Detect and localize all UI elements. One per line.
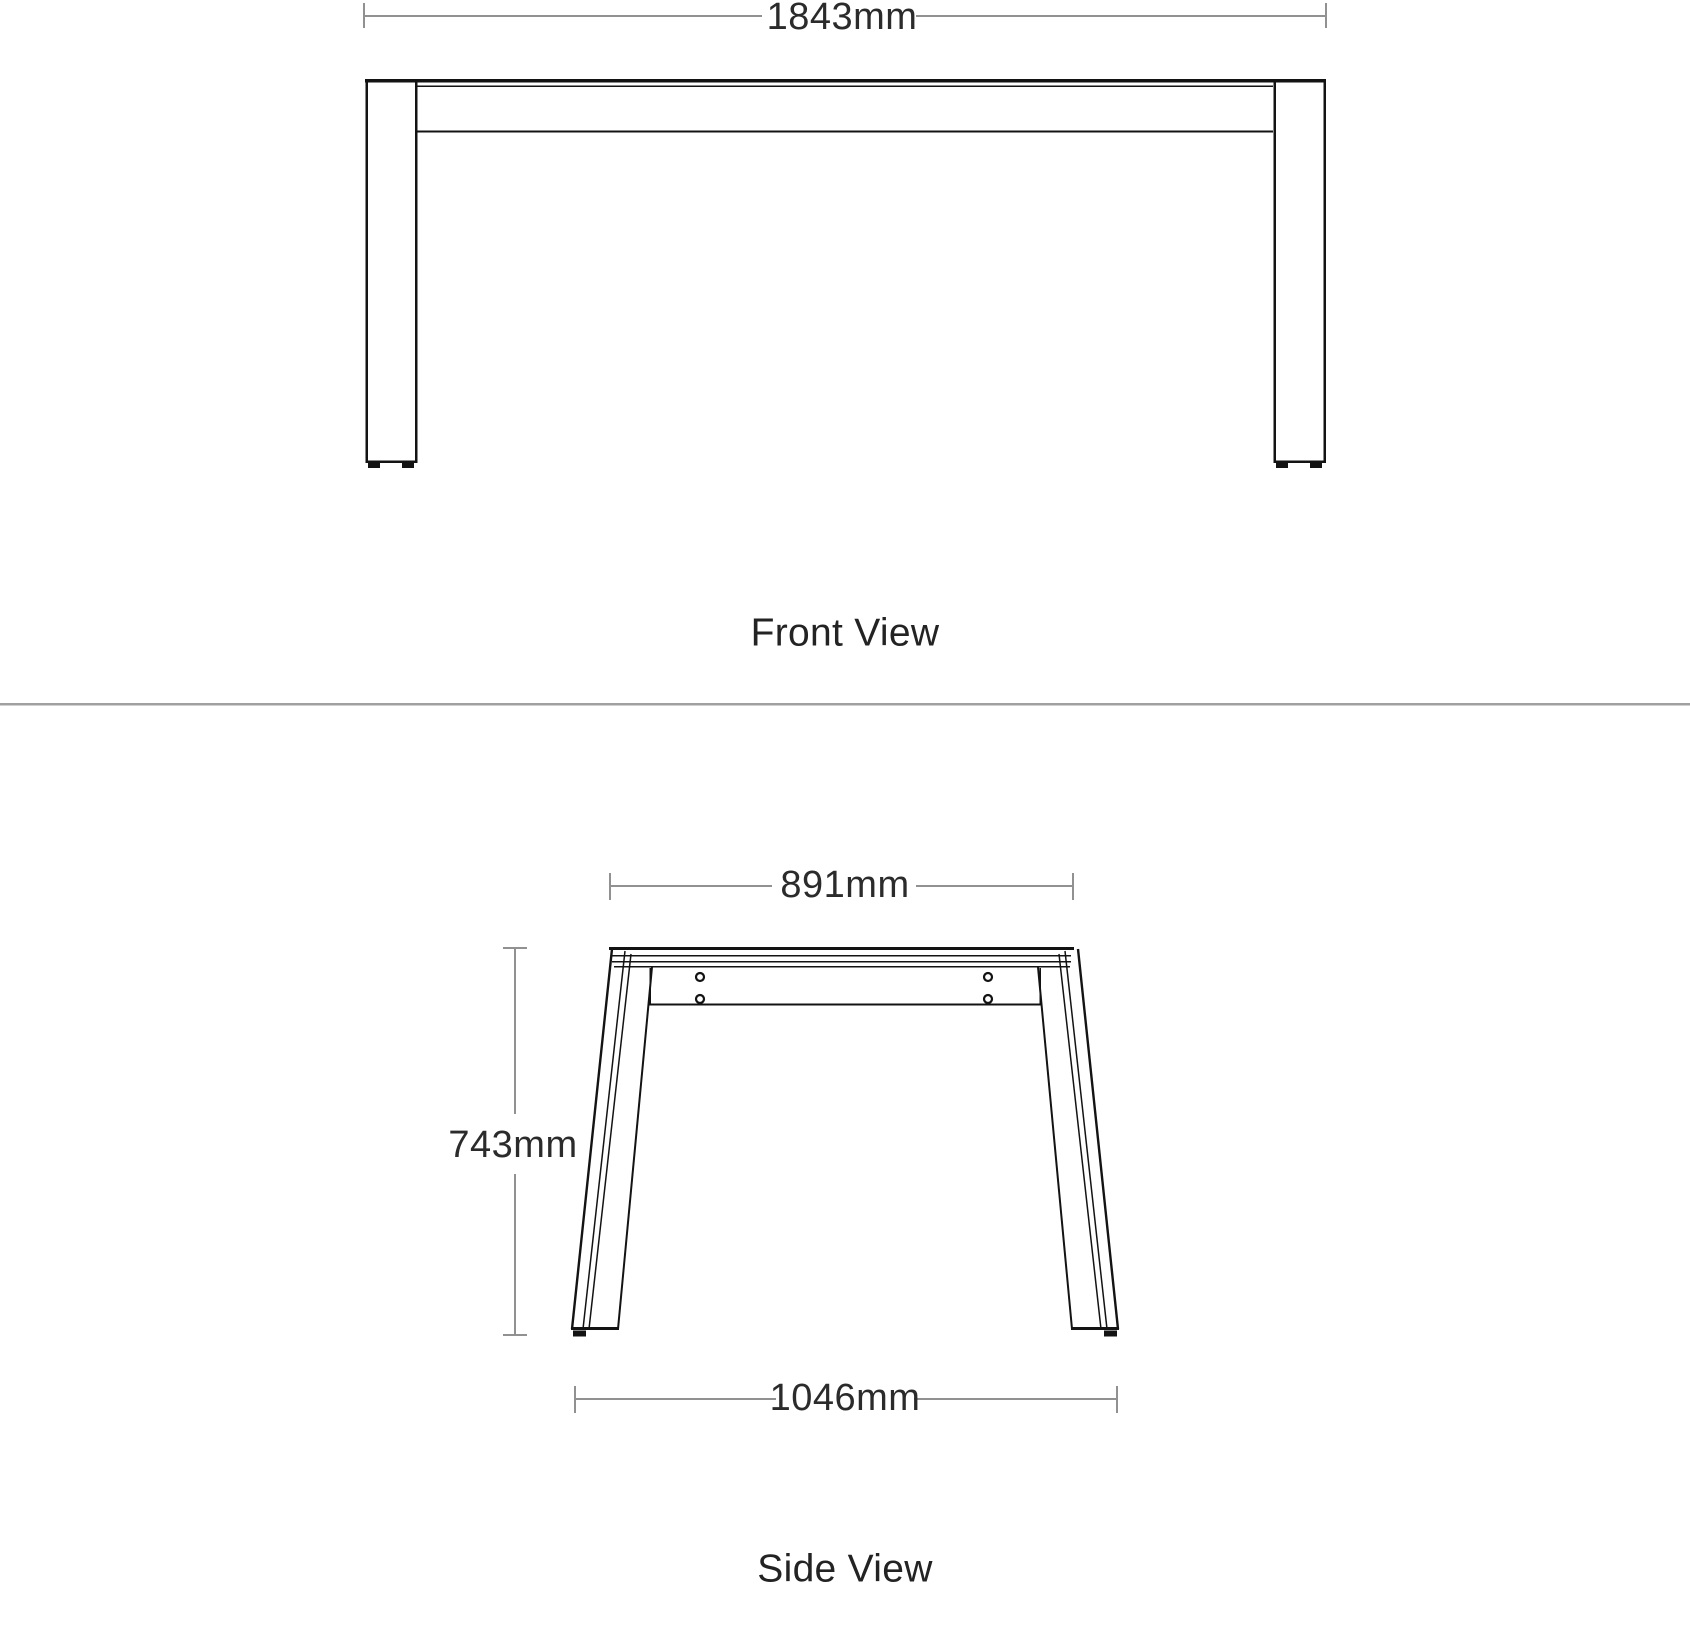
bolt-hole — [696, 973, 704, 981]
side-left-leg — [571, 949, 652, 1337]
front-left-leg-foot-a — [368, 462, 380, 469]
tabletop-edge — [365, 79, 1326, 83]
leg-chamfer-line-2 — [1059, 954, 1101, 1329]
leg-chamfer-line-2 — [589, 954, 631, 1329]
side-bottom-dimension-value: 1046mm — [769, 1377, 921, 1419]
side-height-dimension-value: 743mm — [448, 1124, 578, 1166]
leg-outer-edge — [572, 949, 612, 1329]
side-view-drawing — [571, 949, 1119, 1337]
bolt-hole — [696, 995, 704, 1003]
leg-chamfer-line-1 — [1065, 951, 1107, 1329]
front-left-leg-foot-b — [402, 462, 414, 469]
front-width-dimension-value: 1843mm — [766, 0, 918, 38]
front-right-leg-foot-a — [1276, 462, 1288, 469]
front-right-leg — [1275, 81, 1325, 462]
side-right-leg — [1038, 949, 1119, 1337]
side-view-title: Side View — [757, 1547, 933, 1591]
leg-foot-pad — [573, 1331, 586, 1337]
front-right-leg-foot-b — [1310, 462, 1322, 469]
side-top-dimension-value: 891mm — [780, 864, 910, 906]
bolt-hole — [984, 995, 992, 1003]
front-left-leg — [367, 81, 417, 462]
front-view-drawing — [365, 79, 1326, 468]
leg-chamfer-line-1 — [583, 951, 625, 1329]
leg-foot-pad — [1104, 1331, 1117, 1337]
side-apron — [649, 968, 1041, 1005]
front-view-title: Front View — [750, 611, 940, 655]
side-tabletop — [609, 949, 1074, 967]
bolt-hole — [984, 973, 992, 981]
leg-outer-edge — [1078, 949, 1118, 1329]
